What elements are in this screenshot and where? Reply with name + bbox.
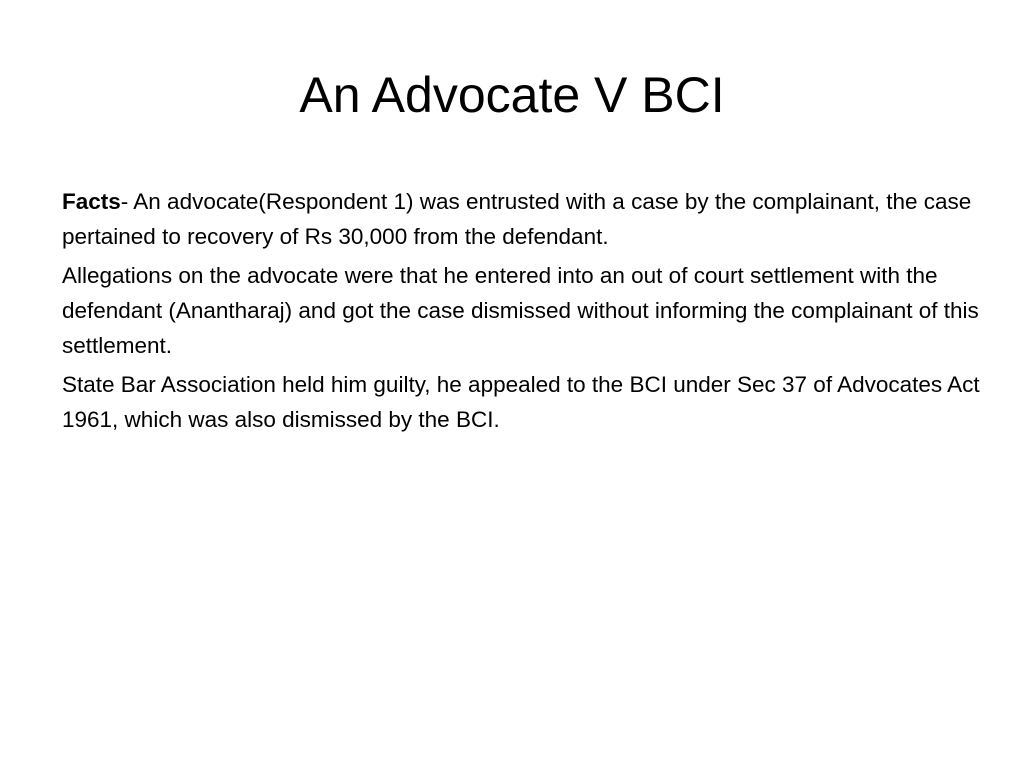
paragraph-state-bar: State Bar Association held him guilty, he appealed to the BCI under Sec 37 of Advocates Act 1961, which was also dismissed by the BCI. [62,372,980,432]
slide-title: An Advocate V BCI [299,67,725,123]
facts-text: - An advocate(Respondent 1) was entrusted with a case by the complainant, the case pertained to recovery of Rs 30,000 from the defendant. [62,189,972,249]
paragraph-allegations: Allegations on the advocate were that he entered into an out of court settlement with the defendant (Anantharaj) and got the case dismissed without informing the complainant of this settlement. [62,263,979,358]
slide-body [62,184,992,441]
paragraph-facts [62,184,992,254]
facts-label: Facts [62,189,121,214]
